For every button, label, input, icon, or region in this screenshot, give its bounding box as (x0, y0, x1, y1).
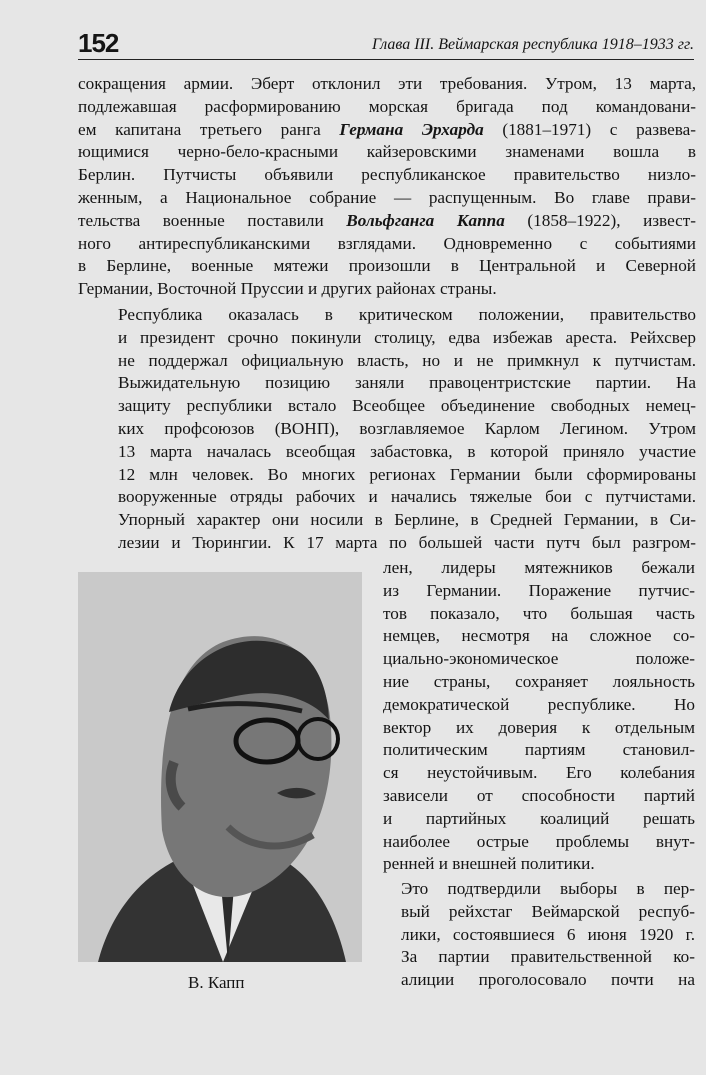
text-fragment: тельства военные поставили (78, 210, 347, 230)
text-line: политическим партиям становил- (383, 740, 695, 760)
header-rule (78, 59, 694, 60)
text-line: и президент срочно покинули столицу, едва избежав ареста. Рейхсвер (118, 327, 696, 347)
text-line: ние страны, сохраняет лояльность (383, 671, 695, 691)
text-line-with-name (78, 119, 696, 142)
text-line: Выжидательную позицию заняли правоцентристские партии. На (118, 373, 696, 393)
text-line: ренней и внешней политики. (383, 854, 595, 874)
page-header (78, 28, 694, 58)
text-line: вооруженные отряды рабочих и начались тяжелые бои с путчистами. (118, 487, 696, 507)
text-line: ющимися черно-бело-красными кайзеровскими знаменами вошла в (78, 142, 696, 162)
text-line: немцев, несмотря на сложное со- (383, 626, 695, 646)
paragraph-3-right-column (383, 557, 695, 874)
text-line: демократической республике. Но (383, 694, 695, 714)
text-line: ких профсоюзов (ВОНП), возглавляемое Карлом Легином. Утром (118, 418, 696, 438)
text-line: лики, состоявшиеся 6 июня 1920 г. (401, 924, 695, 944)
photo-caption: В. Капп (188, 973, 245, 992)
portrait-illustration (78, 572, 362, 962)
text-line: зависели от способности партий (383, 785, 695, 805)
text-line: алиции проголосовало почти на (401, 970, 695, 990)
text-line: Берлин. Путчисты объявили республиканское правительство низло- (78, 165, 696, 185)
text-line: Упорный характер они носили в Берлине, в Средней Германии, в Си- (118, 510, 696, 530)
text-line: из Германии. Поражение путчис- (383, 580, 695, 600)
text-line: и партийных коалиций решать (383, 808, 695, 828)
text-line: в Берлине, военные мятежи произошли в Центральной и Северной (78, 256, 696, 276)
text-line: 13 марта началась всеобщая забастовка, в которой приняло участие (118, 441, 696, 461)
text-line: Германии, Восточной Пруссии и других районах страны. (78, 279, 497, 299)
text-fragment: (1881–1971) с развева- (483, 119, 696, 139)
text-line-with-name (78, 210, 696, 233)
text-line: циально-экономическое положе- (383, 649, 695, 669)
paragraph-4-right-column (383, 878, 695, 992)
text-line: ся неустойчивым. Его колебания (383, 763, 695, 783)
text-line: ного антиреспубликанскими взглядами. Одновременно с событиями (78, 233, 696, 253)
text-line: подлежавшая расформированию морская бригада под командовани- (78, 96, 696, 116)
text-fragment: ем капитана третьего ранга (78, 119, 340, 139)
text-line: сокращения армии. Эберт отклонил эти требования. Утром, 13 марта, (78, 74, 696, 93)
chapter-title: Глава III. Веймарская республика 1918–1933 гг. (371, 36, 694, 53)
text-line: наиболее острые проблемы внут- (383, 831, 695, 851)
paragraph-1 (78, 73, 696, 323)
text-line: тов показало, что большая часть (383, 603, 695, 623)
text-fragment: (1858–1922), извест- (504, 210, 696, 230)
person-name-erhardt: Германа Эрхарда (339, 119, 484, 139)
text-line: лен, лидеры мятежников бежали (383, 558, 695, 577)
page-number: 152 (78, 28, 119, 58)
text-line: За партии правительственной ко- (401, 947, 695, 967)
text-line: Это подтвердили выборы в пер- (401, 879, 695, 898)
text-line: женным, а Национальное собрание — распущенным. Во главе прави- (78, 187, 696, 207)
text-line: Республика оказалась в критическом положении, правительство (118, 305, 696, 324)
text-line: вектор их доверия к отдельным (383, 717, 695, 737)
portrait-photo (78, 572, 362, 962)
text-line: не поддержал официальную власть, но и не примкнул к путчистам. (118, 350, 696, 370)
text-line: лезии и Тюрингии. К 17 марта по большей части путч был разгром- (118, 532, 696, 552)
text-line: 12 млн человек. Во многих регионах Германии были сформированы (118, 464, 696, 484)
person-name-kapp: Вольфганга Каппа (346, 210, 505, 230)
paragraph-2 (78, 304, 696, 559)
text-line: защиту республики встало Всеобщее объединение свободных немец- (118, 396, 696, 416)
text-line: вый рейхстаг Веймарской респуб- (401, 901, 695, 921)
